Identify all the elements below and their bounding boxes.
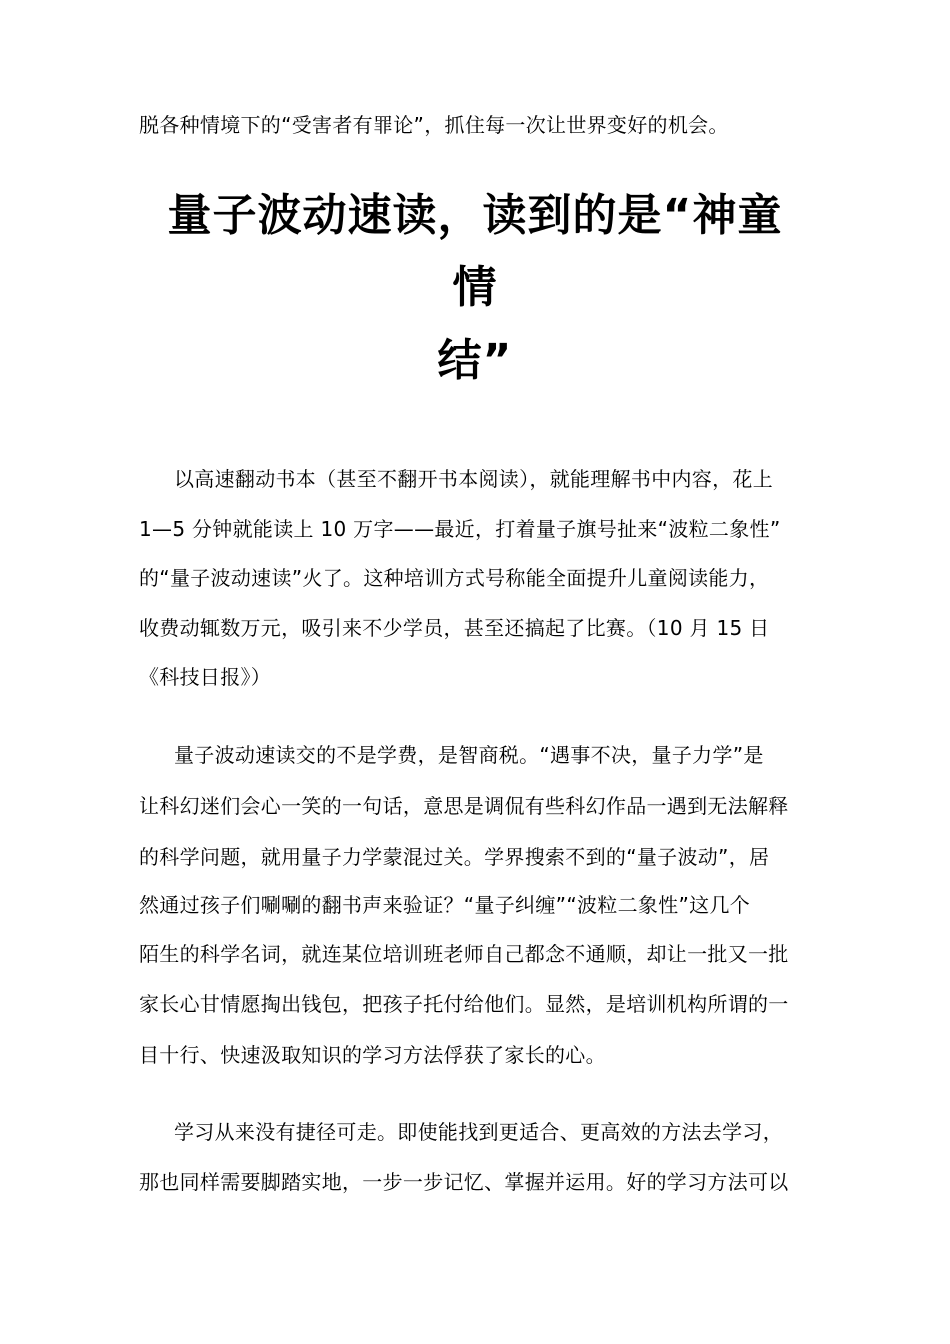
paragraph-line: 陌生的科学名词，就连某位培训班老师自己都念不通顺，却让一批又一批: [139, 942, 789, 966]
article-title-line-3: 结”: [437, 335, 513, 386]
intro-line: 脱各种情境下的“受害者有罪论”，抓住每一次让世界变好的机会。: [139, 113, 729, 137]
paragraph-line: 学习从来没有捷径可走。即使能找到更适合、更高效的方法去学习，: [174, 1120, 783, 1144]
paragraph-line: 收费动辄数万元，吸引来不少学员，甚至还搞起了比赛。（10 月 15 日: [139, 616, 770, 640]
paragraph-line: 的“量子波动速读”火了。这种培训方式号称能全面提升儿童阅读能力，: [139, 566, 770, 590]
paragraph-line: 量子波动速读交的不是学费，是智商税。“遇事不决，量子力学”是: [174, 743, 764, 767]
paragraph-line: 目十行、快速汲取知识的学习方法俘获了家长的心。: [139, 1043, 606, 1067]
paragraph-line: 那也同样需要脚踏实地，一步一步记忆、掌握并运用。好的学习方法可以: [139, 1170, 789, 1194]
article-title-line-2: 情: [452, 262, 498, 313]
paragraph-line: 家长心甘情愿掏出钱包，把孩子托付给他们。显然，是培训机构所谓的一: [139, 992, 789, 1016]
paragraph-line: 《科技日报》）: [139, 665, 272, 689]
article-title-line-1: 量子波动速读，读到的是“神童: [167, 190, 783, 241]
paragraph-line: 让科幻迷们会心一笑的一句话，意思是调侃有些科幻作品一遇到无法解释: [139, 794, 789, 818]
paragraph-line: 然通过孩子们唰唰的翻书声来验证？“量子纠缠”“波粒二象性”这几个: [139, 893, 751, 917]
paragraph-line: 以高速翻动书本（甚至不翻开书本阅读），就能理解书中内容，花上: [174, 467, 773, 491]
paragraph-line: 1—5 分钟就能读上 10 万字——最近，打着量子旗号扯来“波粒二象性”: [139, 517, 781, 541]
paragraph-line: 的科学问题，就用量子力学蒙混过关。学界搜索不到的“量子波动”，居: [139, 845, 770, 869]
